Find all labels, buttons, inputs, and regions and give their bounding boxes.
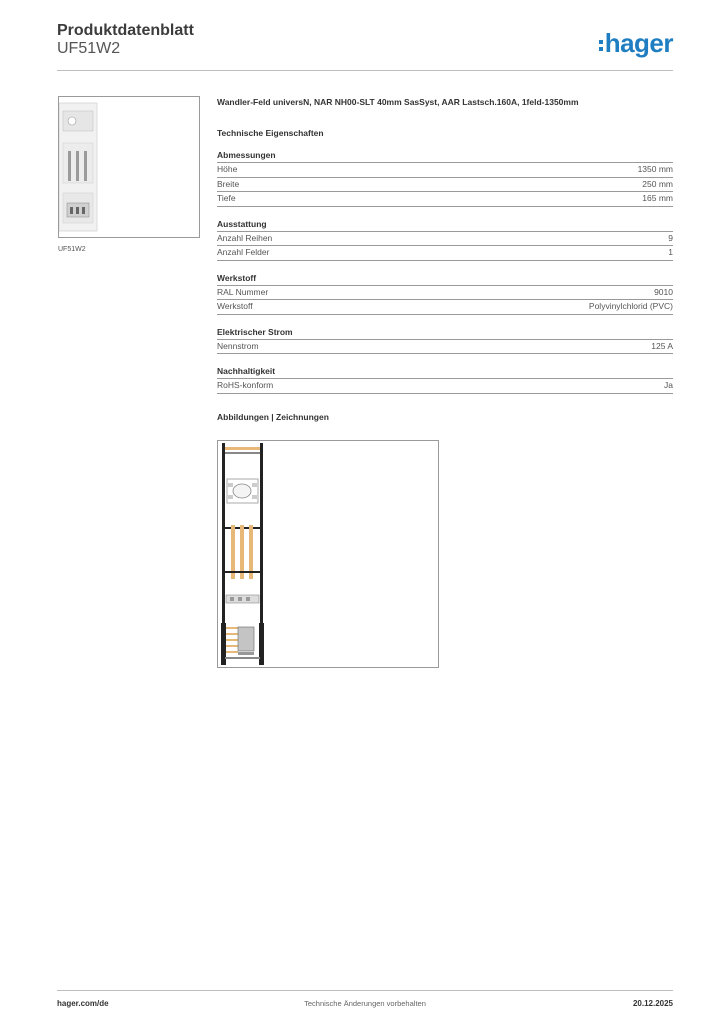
spec-value: Ja bbox=[664, 380, 673, 390]
spec-row bbox=[217, 192, 673, 207]
spec-row bbox=[217, 232, 673, 247]
spec-value: 9 bbox=[668, 232, 673, 243]
spec-value: 250 mm bbox=[642, 178, 673, 189]
spec-value: 9010 bbox=[654, 286, 673, 297]
spec-value: 165 mm bbox=[642, 193, 673, 203]
spec-group-electric bbox=[217, 327, 673, 355]
spec-value: 1 bbox=[668, 247, 673, 257]
hager-logo bbox=[599, 28, 673, 59]
footer-website: hager.com/de bbox=[57, 999, 109, 1008]
spec-label: Höhe bbox=[217, 164, 238, 174]
page-footer bbox=[57, 990, 673, 1011]
figures-title: Abbildungen | Zeichnungen bbox=[217, 411, 329, 422]
spec-label: Werkstoff bbox=[217, 301, 253, 311]
footer-disclaimer: Technische Änderungen vorbehalten bbox=[304, 999, 426, 1008]
product-thumbnail-image bbox=[59, 97, 199, 237]
spec-row bbox=[217, 178, 673, 193]
footer-date: 20.12.2025 bbox=[632, 999, 673, 1008]
spec-group-equipment bbox=[217, 219, 673, 261]
spec-label: Anzahl Reihen bbox=[217, 232, 273, 243]
group-title: Abmessungen bbox=[217, 150, 673, 163]
spec-row bbox=[217, 246, 673, 261]
spec-row bbox=[217, 379, 673, 394]
group-title: Nachhaltigkeit bbox=[217, 366, 673, 379]
spec-group-sustainability bbox=[217, 366, 673, 394]
product-description: Wandler-Feld universN, NAR NH00-SLT 40mm SasSyst, AAR Lastsch.160A, 1feld-1350mm bbox=[217, 97, 579, 107]
group-title: Ausstattung bbox=[217, 219, 673, 232]
spec-label: Breite bbox=[217, 178, 240, 189]
group-title: Werkstoff bbox=[217, 273, 673, 286]
spec-label: RoHS-konform bbox=[217, 380, 274, 390]
logo-dots-icon bbox=[599, 37, 603, 54]
technical-section-title: Technische Eigenschaften bbox=[217, 128, 324, 138]
group-title: Elektrischer Strom bbox=[217, 327, 673, 340]
spec-label: Anzahl Felder bbox=[217, 247, 270, 257]
spec-value: 125 A bbox=[651, 340, 673, 351]
main-content bbox=[217, 96, 673, 422]
technical-drawing bbox=[217, 440, 439, 668]
page-header bbox=[57, 20, 673, 71]
spec-value: Polyvinylchlorid (PVC) bbox=[588, 301, 673, 311]
product-code: UF51W2 bbox=[57, 40, 121, 57]
spec-value: 1350 mm bbox=[637, 164, 673, 174]
product-thumbnail bbox=[58, 96, 200, 238]
spec-group-dimensions bbox=[217, 150, 673, 207]
logo-text: hager bbox=[604, 28, 673, 58]
spec-row bbox=[217, 286, 673, 301]
document-title: Produktdatenblatt bbox=[57, 22, 194, 39]
spec-label: RAL Nummer bbox=[217, 286, 269, 297]
spec-row bbox=[217, 163, 673, 178]
spec-label: Tiefe bbox=[217, 193, 236, 203]
spec-row bbox=[217, 300, 673, 315]
spec-group-material bbox=[217, 273, 673, 315]
spec-row bbox=[217, 340, 673, 355]
spec-label: Nennstrom bbox=[217, 340, 259, 351]
thumbnail-caption: UF51W2 bbox=[58, 246, 86, 253]
panel-drawing-image bbox=[218, 441, 438, 667]
